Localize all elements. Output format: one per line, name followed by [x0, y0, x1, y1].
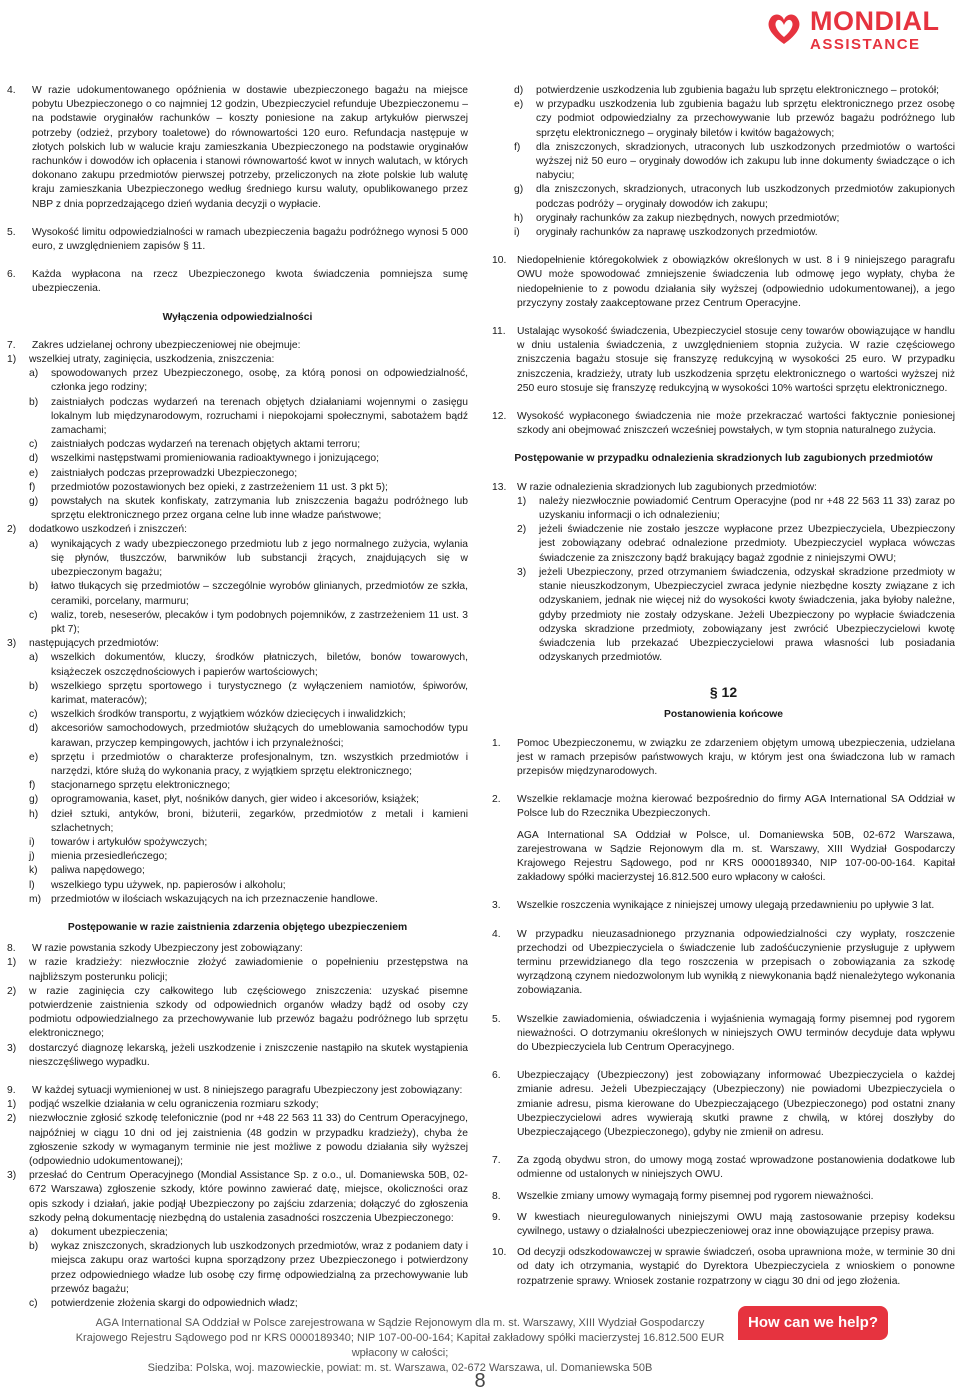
- final-9: 9. W kwestiach nieuregulowanych niniejszymi OWU mają zastosowanie przepisy kodeksu cywilnego, ustawy o działalności ubezpieczeniowej oraz inne obowiązujące przepisy prawa.: [492, 1211, 955, 1237]
- list-item: c) zaistniałych podczas wydarzeń na terenach objętych aktami terroru;: [29, 439, 361, 451]
- footer-line: AGA International SA Oddział w Polsce zarejestrowana w Sądzie Rejonowym dla m. st. Warszawy, XIII Wydział Gospodarczy: [95, 1317, 705, 1329]
- list-item: 2) niezwłocznie zgłosić szkodę telefonicznie (pod nr +48 22 563 11 33) do Centrum Operacyjnego, najpóźniej w ciągu 10 dni od jej zaistnienia (48 godzin w przypadku kradzieży), chyba że zgłoszenie szkody w wymaganym terminie nie jest możliwe z powodu działania siły wyższej (odpowiednio udokumentowanej);: [7, 1113, 468, 1168]
- list-item: a) wszelkich dokumentów, kluczy, środków płatniczych, biletów, bonów towarowych, książeczek oszczędnościowych i papierów wartościowych;: [29, 652, 468, 678]
- list-item: e) w przypadku uszkodzenia lub zgubienia bagażu lub sprzętu elektronicznego przez osobę czy podmiot odpowiedzialny za przechowywanie lub przewóz bagażu podróżnego lub sprzętu elektronicznego – oryginały biletów i kwitów bagażowych;: [514, 99, 955, 139]
- list-item: c) waliz, toreb, neseserów, plecaków i tym podobnych pojemników, z zastrzeżeniem 11 ust. 3 pkt 7);: [29, 609, 468, 635]
- list-item: h) oryginały rachunków za zakup niezbędnych, nowych przedmiotów;: [514, 212, 840, 224]
- footer-line: Siedziba: Polska, woj. mazowieckie, powiat: m. st. Warszawa, 02-672 Warszawa, ul. Domaniewska 50B: [147, 1362, 653, 1374]
- heading-recovered-items: Postępowanie w przypadku odnalezienia skradzionych lub zagubionych przedmiotów: [514, 453, 933, 465]
- help-button[interactable]: How can we help?: [738, 1306, 888, 1340]
- mondial-heart-icon: [764, 8, 804, 48]
- final-6: 6. Ubezpieczający (Ubezpieczony) jest zobowiązany informować Ubezpieczyciela o każdej zmianie adresu. Jeżeli Ubezpieczający (Ubezpieczony) nie powiadomi Ubezpieczyciela o zmianie adresu, pisma kierowane do Ubezpieczającego (Ubezpieczonego) pod ostatni znany Ubezpieczycielowi adres wywierają skutki prawne z chwilą, w której doszłyby do Ubezpieczającego (Ubezpieczonego), gdyby nie zmienił on adresu.: [492, 1070, 955, 1138]
- list-item: l) wszelkiego typu używek, np. papierosów i alkoholu;: [29, 879, 286, 891]
- clause-8: 8. W razie powstania szkody Ubezpieczony jest zobowiązany:: [7, 943, 303, 955]
- clause-7-3: 3) następujących przedmiotów:: [7, 638, 159, 650]
- footer-line: Krajowego Rejestru Sądowego pod nr KRS 0000189340; NIP 107-00-00-164; Kapitał zakładowy spółki macierzystej 16.812.500 EUR wpłacony w całości;: [75, 1332, 725, 1359]
- clause-6: 6. Każda wypłacona na rzecz Ubezpieczonego kwota świadczenia pomniejsza sumę ubezpieczenia.: [7, 269, 468, 295]
- list-item: b) wszelkiego sprzętu sportowego i turystycznego (z wyłączeniem namiotów, śpiworów, karimat, materaców);: [29, 680, 468, 706]
- list-item: f) dla zniszczonych, skradzionych, utraconych lub uszkodzonych przedmiotów o wartości wyższej niż 50 euro – oryginały dowodów ich zakupu lub inne dokumenty świadczące o ich nabyciu;: [514, 141, 955, 182]
- list-item: f) stacjonarnego sprzętu elektronicznego;: [29, 780, 231, 792]
- list-item: b) łatwo tłukących się przedmiotów – szczególnie wyrobów glinianych, przedmiotów ze szkła, ceramiki, porcelany, marmuru;: [29, 581, 468, 607]
- list-item: 2) w razie zaginięcia czy całkowitego lub częściowego zniszczenia: uzyskać pisemne potwierdzenie zaistnienia szkody od odpowiednich organów władzy bądź od osoby czy podmiotu odpowiedzialnego za przechowywanie lub przewóz bagażu podróżnego lub sprzętu elektronicznego;: [7, 985, 468, 1040]
- mondial-assistance-logo: [764, 4, 954, 56]
- list-item: j) mienia przesiedleńczego;: [29, 851, 168, 863]
- list-item: e) sprzętu i przedmiotów o charakterze profesjonalnym, tzn. wszystkich przedmiotów i narzędzi, które służą do wykonania pracy, z wyjątkiem sprzętu elektronicznego;: [29, 751, 468, 777]
- list-item: c) potwierdzenie złożenia skargi do odpowiednich władz;: [29, 1298, 298, 1310]
- clause-4: 4. W razie udokumentowanego opóźnienia w dostawie ubezpieczonego bagażu na miejsce pobytu Ubezpieczonego o co najmniej 12 godzin, Ubezpieczyciel refunduje Ubezpieczonemu – na podstawie oryginałów rachunków – koszty poniesione na zakup artykułów pierwszej potrzeby (odzież, przybory toaletowe) do równowartości 120 euro. Refundacja następuje w złotych polskich lub w walucie kraju zamieszkania Ubezpieczonego na podstawie oryginałów rachunków i dowodów ich opłacenia i stanowi równowartość kwot w innych walutach, w których dokonano zakupu przedmiotów pierwszej potrzeby, przeliczonych na złote polskie lub walutę kraju zamieszkania Ubezpieczonego według średniego kursu waluty, opublikowanego przez NBP z dnia poprzedzającego dzień wydania decyzji o wypłacie.: [7, 85, 468, 210]
- clause-7-2: 2) dodatkowo uszkodzeń i zniszczeń:: [7, 524, 187, 536]
- list-item: g) powstałych na skutek konfiskaty, zatrzymania lub zniszczenia bagażu podróżnego lub sprzętu elektronicznego przez organa celne lub inne władze państwowe;: [29, 496, 468, 522]
- list-item: a) dokument ubezpieczenia;: [29, 1227, 168, 1239]
- list-item: h) dzieł sztuki, antyków, broni, biżuterii, zegarków, przedmiotów z metali i kamieni szlachetnych;: [29, 808, 468, 834]
- final-5: 5. Wszelkie zawiadomienia, oświadczenia i wyjaśnienia wymagają formy pisemnej pod rygorem nieważności. O dotrzymaniu określonych w niniejszych OWU terminów decyduje data wpływu do Ubezpieczyciela lub Centrum Operacyjnego.: [492, 1013, 955, 1053]
- list-item: d) akcesoriów samochodowych, przedmiotów służących do umeblowania samochodów typu karawan, przyczep kempingowych, jachtów i ich przynależności;: [29, 723, 468, 749]
- right-column: [492, 84, 955, 1289]
- list-item: 3) przesłać do Centrum Operacyjnego (Mondial Assistance Sp. z o.o., ul. Domaniewska 50B, 02-672 Warszawa) zgłoszenie szkody, które powinno zawierać datę, miejsce, okoliczności oraz opis szkody i działań, jakie podjął Ubezpieczony po zajściu zdarzenia; dołączyć do zgłoszenia szkody pełną dokumentację niezbędną do ustalenia zasadności roszczenia Ubezpieczonego:: [7, 1170, 468, 1224]
- clause-11: 11. Ustalając wysokość świadczenia, Ubezpieczyciel stosuje ceny towarów obowiązujące w handlu w dniu ustalenia świadczenia, z uwzględnieniem stopnia zużycia. W razie częściowego zniszczenia bagażu stosuje się franszyzę redukcyjną w wysokości 25 euro. W przypadku zniszczenia, kradzieży, utraty lub uszkodzenia sprzętu elektronicznego o wartości wyższej niż 250 euro stosuje się franszyzę redukcyjną w wysokości 10% wartości sprzętu elektronicznego.: [492, 326, 955, 394]
- list-item: d) wszelkimi następstwami promieniowania radioaktywnego i jonizującego;: [29, 453, 379, 465]
- list-item: b) zaistniałych podczas wydarzeń na terenach objętych działaniami wojennymi o zasięgu lokalnym lub międzynarodowym, rozruchami i niepokojami społecznymi, sabotażem bądź zamachami;: [29, 396, 468, 437]
- list-item: e) zaistniałych podczas przeprowadzki Ubezpieczonego;: [29, 467, 298, 479]
- clause-13: 13. W razie odnalezienia skradzionych lub zagubionych przedmiotów:: [492, 481, 817, 493]
- list-item: 2) jeżeli świadczenie nie zostało jeszcze wypłacone przez Ubezpieczyciela, Ubezpieczony jest zobowiązany odebrać odnalezione przedmioty. Ubezpieczyciel wypłaca wówczas świadczenie za zniszczony bądź brakujący bagaż zgodnie z niniejszymi OWU;: [517, 524, 955, 564]
- list-item: 1) w razie kradzieży: niezwłocznie złożyć zawiadomienie o popełnieniu przestępstwa na najbliższym posterunku policji;: [7, 957, 468, 983]
- list-item: i) oryginały rachunków za naprawę uszkodzonych przedmiotów.: [514, 227, 818, 239]
- left-column: [7, 84, 468, 1311]
- final-2: 2. Wszelkie reklamacje można kierować bezpośrednio do firmy AGA International SA Oddział w Polsce lub do Rzecznika Ubezpieczonych.: [492, 794, 955, 820]
- list-item: 3) dostarczyć diagnozę lekarską, jeżeli uszkodzenie i zniszczenie nastąpiło na skutek wystąpienia nieszczęśliwego wypadku.: [7, 1042, 468, 1068]
- clause-10: 10. Niedopełnienie któregokolwiek z obowiązków określonych w ust. 8 i 9 niniejszego paragrafu OWU może spowodować zmniejszenie świadczenia lub odmowę jego wypłaty, chyba że niedopełnienie to z powodu działania siły wyższej (odpowiednio udokumentowanej), a jego przyczyny zostały zaakceptowane przez Centrum Operacyjne.: [492, 255, 955, 309]
- final-8: 8. Wszelkie zmiany umowy wymagają formy pisemnej pod rygorem nieważności.: [492, 1190, 874, 1202]
- list-item: 1) należy niezwłocznie powiadomić Centrum Operacyjne (pod nr +48 22 563 11 33) zaraz po uzyskaniu informacji o ich odnalezieniu;: [517, 495, 955, 522]
- list-item: k) paliwa napędowego;: [29, 865, 145, 877]
- final-1: 1. Pomoc Ubezpieczonemu, w związku ze zdarzeniem objętym umową ubezpieczenia, udzielana jest w ramach przepisów państwowych kraju, w którym jest ona świadczona lub w ramach przepisów międzynarodowych.: [492, 737, 955, 777]
- final-10: 10. Od decyzji odszkodowawczej w sprawie świadczeń, osoba uprawniona może, w terminie 30 dni od daty ich otrzymania, wystąpić do Dyrektora Ubezpieczyciela z wnioskiem o ponowne rozpatrzenie sprawy. Wniosek zostanie rozpatrzony w ciągu 30 dni od jego złożenia.: [492, 1247, 955, 1287]
- heading-exclusions: Wyłączenia odpowiedzialności: [162, 311, 313, 323]
- final-2-address: AGA International SA Oddział w Polsce, ul. Domaniewska 50B, 02-672 Warszawa, zarejestrowana w Sądzie Rejonowym dla m. st. Warszawy, XIII Wydział Gospodarczy Krajowego Rejestru Sądowego, pod nr KRS 0000189340, NIP 107-00-00-164. Kapitał zakładowy spółki macierzystej 16.812.500 euro wpłacony w całości.: [517, 829, 955, 884]
- logo-sub-text: ASSISTANCE: [810, 36, 921, 53]
- list-item: m) przedmiotów w ilościach wskazujących na ich przeznaczenie handlowe.: [29, 893, 378, 905]
- list-item: 1) podjąć wszelkie działania w celu ograniczenia rozmiaru szkody;: [7, 1099, 319, 1111]
- clause-7-1: 1) wszelkiej utraty, zaginięcia, uszkodzenia, zniszczenia:: [7, 354, 275, 366]
- logo-brand-text: MONDIAL: [810, 6, 940, 36]
- clause-12: 12. Wysokość wypłaconego świadczenia nie może przekraczać wartości faktycznie poniesionej szkody ani obejmować zniszczeń wcześniej powstałych, w tym stopnia naturalnego zużycia.: [492, 411, 955, 437]
- heading-final-provisions: Postanowienia końcowe: [663, 709, 783, 721]
- clause-5: 5. Wysokość limitu odpowiedzialności w ramach ubezpieczenia bagażu podróżnego wynosi 5 000 euro, z uwzględnieniem zapisów § 11.: [7, 226, 468, 253]
- list-item: f) przedmiotów pozostawionych bez opieki, z zastrzeżeniem 11 ust. 3 pkt 5);: [29, 481, 388, 493]
- list-item: g) oprogramowania, kaset, płyt, nośników danych, gier wideo i akcesoriów, książek;: [29, 794, 420, 806]
- footer-company-info: [60, 1316, 740, 1376]
- final-3: 3. Wszelkie roszczenia wynikające z niniejszej umowy ulegają przedawnieniu po upływie 3 lat.: [492, 900, 935, 912]
- list-item: b) wykaz zniszczonych, skradzionych lub uszkodzonych przedmiotów, wraz z podaniem daty i miejsca zakupu oraz wartości kupna sporządzony przez Ubezpieczonego i potwierdzony przez odpowiedniego władze lub osobę czy firmę odpowiedzialną za przechowywanie lub przewóz bagażu;: [29, 1241, 468, 1295]
- list-item: 3) jeżeli Ubezpieczony, przed otrzymaniem świadczenia, odzyskał skradzione przedmioty w stanie nieuszkodzonym, Ubezpieczyciel zwraca jedynie niezbędne koszty związane z ich odzyskaniem, jednak nie więcej niż do wysokości kwoty świadczenia, jaka byłoby należne, gdyby przedmioty nie zostały odzyskane. Jeżeli Ubezpieczony po wypłacie świadczenia odzyska skradzione przedmioty, zobowiązany jest zwrócić Ubezpieczycielowi kwotę świadczenia lub przekazać Ubezpieczycielowi prawa własności lub posiadania odzyskanych przedmiotów.: [517, 566, 955, 664]
- clause-7: 7. Zakres udzielanej ochrony ubezpieczeniowej nie obejmuje:: [7, 339, 301, 351]
- heading-claims-procedure: Postępowanie w razie zaistnienia zdarzenia objętego ubezpieczeniem: [67, 921, 408, 933]
- section-12-number: § 12: [709, 684, 738, 701]
- final-4: 4. W przypadku nieuzasadnionego przyznania odpowiedzialności czy wypłaty, roszczenie przechodzi od Ubezpieczyciela o świadczenie lub zadośćuczynienie przysługuje z upływem terminu przewidzianego dla tego roszczenia w przepisach o zobowiązania za szkodę wyrządzoną czynem niedozwolonym lub wynikłą z niewykonania bądź nienależytego wykonania zobowiązania.: [492, 928, 955, 997]
- final-7: 7. Za zgodą obydwu stron, do umowy mogą zostać wprowadzone postanowienia dodatkowe lub odmienne od ustalonych w niniejszych OWU.: [492, 1155, 955, 1181]
- list-item: c) wszelkich środków transportu, z wyjątkiem wózków dziecięcych i inwalidzkich;: [29, 709, 406, 721]
- list-item: g) dla zniszczonych, skradzionych, utraconych lub uszkodzonych przedmiotów zakupionych podczas podróży – oryginały dowodów ich zakupu;: [514, 184, 955, 210]
- list-item: a) spowodowanych przez Ubezpieczonego, osobę, za którą ponosi on odpowiedzialność, członka jego rodziny;: [29, 368, 468, 394]
- list-item: d) potwierdzenie uszkodzenia lub zgubienia bagażu lub sprzętu elektronicznego – protokół;: [514, 85, 939, 96]
- list-item: a) wynikających z wady ubezpieczonego przedmiotu lub z jego normalnego zużycia, wylania się płynów, tłuszczów, barwników lub substancji żrących, znajdujących się w ubezpieczonym bagażu;: [29, 538, 468, 579]
- page-number: 8: [474, 1370, 486, 1392]
- clause-9: 9. W każdej sytuacji wymienionej w ust. 8 niniejszego paragrafu Ubezpieczony jest zobowiązany:: [7, 1085, 463, 1096]
- list-item: i) towarów i artykułów spożywczych;: [29, 836, 208, 848]
